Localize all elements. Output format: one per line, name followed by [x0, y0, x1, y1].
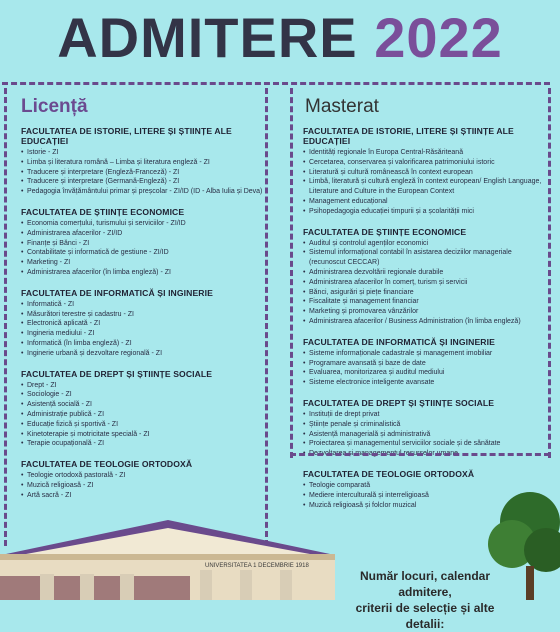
- program-item: • Management educațional: [303, 197, 549, 207]
- program-item: • Instituții de drept privat: [303, 410, 549, 420]
- faculty-block: [303, 337, 549, 388]
- program-item: • Marketing - ZI: [21, 258, 265, 268]
- program-item: • Măsurători terestre și cadastru - ZI: [21, 310, 265, 320]
- program-item: • Muzică religioasă și folclor muzical: [303, 501, 549, 511]
- program-item: • Asistență socială - ZI: [21, 400, 265, 410]
- program-item: • Finanțe și Bănci - ZI: [21, 239, 265, 249]
- program-item: • Contabilitate și informatică de gestiune - ZI/ID: [21, 248, 265, 258]
- program-item: • Științe penale și criminalistică: [303, 420, 549, 430]
- faculty-block: [303, 227, 549, 327]
- faculty-title: FACULTATEA DE ȘTIINȚE ECONOMICE: [303, 226, 467, 237]
- licenta-column: [4, 88, 268, 546]
- program-item: • Proiectarea și managementul serviciilor sociale și de sănătate: [303, 439, 549, 449]
- info-line-2: criterii de selecție și alte detalii:: [355, 601, 495, 631]
- program-item: • Educație fizică și sportivă - ZI: [21, 420, 265, 430]
- faculty-title: FACULTATEA DE INFORMATICĂ ȘI INGINERIE: [303, 336, 495, 347]
- masterat-column: [290, 88, 549, 509]
- faculty-title: FACULTATEA DE ISTORIE, LITERE ȘI ȘTIINȚE ALE EDUCAȚIEI: [303, 126, 514, 146]
- program-item: • Identități regionale în Europa Central-Răsăriteană: [303, 148, 549, 158]
- program-item: • Administrație publică - ZI: [21, 410, 265, 420]
- info-line-1: Număr locuri, calendar admitere,: [359, 569, 491, 599]
- program-item: • Artă sacră - ZI: [21, 491, 265, 501]
- title-word: ADMITERE: [57, 6, 358, 69]
- program-item: • Sisteme electronice inteligente avansate: [303, 378, 549, 388]
- program-item: • Administrarea afacerilor / Business Administration (în limba engleză): [303, 317, 549, 327]
- program-item: • Kinetoterapie și motricitate specială - ZI: [21, 430, 265, 440]
- faculty-block: [21, 288, 265, 359]
- faculty-block: [303, 126, 549, 217]
- program-item: • Asistență managerială și administrativă: [303, 430, 549, 440]
- program-item: • Limbă, literatură și cultură engleză în context european/ English Language, Literature and Culture in the European Context: [303, 177, 549, 197]
- faculty-title: FACULTATEA DE DREPT ȘI ȘTIINȚE SOCIALE: [21, 368, 213, 379]
- program-item: • Administrarea afacerilor - ZI/ID: [21, 229, 265, 239]
- faculty-block: [21, 126, 265, 197]
- licenta-heading: Licență: [21, 96, 88, 117]
- program-item: • Istorie - ZI: [21, 148, 265, 158]
- program-item: • Psihopedagogia educației timpurii și a școlarității mici: [303, 207, 549, 217]
- dashed-frame-right: [548, 88, 551, 458]
- faculty-block: [21, 459, 265, 500]
- program-item: • Electronică aplicată - ZI: [21, 319, 265, 329]
- program-item: • Sisteme informaționale cadastrale și management imobiliar: [303, 349, 549, 359]
- program-item: • Limba și literatura română – Limba și literatura engleză - ZI: [21, 158, 265, 168]
- program-item: • Pedagogia învățământului primar și preșcolar - ZI/ID (ID - Alba Iulia și Deva): [21, 187, 265, 197]
- program-item: • Informatică - ZI: [21, 300, 265, 310]
- faculty-title: FACULTATEA DE ISTORIE, LITERE ȘI ȘTIINȚE ALE EDUCAȚIEI: [21, 126, 232, 146]
- faculty-title: FACULTATEA DE TEOLOGIE ORTODOXĂ: [303, 468, 475, 479]
- program-item: • Administrarea dezvoltării regionale durabile: [303, 268, 549, 278]
- program-item: • Muzică religioasă - ZI: [21, 481, 265, 491]
- program-item: • Dezvoltarea și managementul resurselor umane: [303, 449, 549, 459]
- program-item: • Administrarea afacerilor în comerț, turism și servicii: [303, 278, 549, 288]
- program-item: • Economia comerțului, turismului și serviciilor - ZI/ID: [21, 219, 265, 229]
- program-item: • Sociologie - ZI: [21, 390, 265, 400]
- program-item: • Bănci, asigurări și piețe financiare: [303, 288, 549, 298]
- program-item: • Teologie ortodoxă pastorală - ZI: [21, 471, 265, 481]
- program-item: • Teologie comparată: [303, 481, 549, 491]
- program-item: • Administrarea afacerilor (în limba engleză) - ZI: [21, 268, 265, 278]
- program-item: • Ingineria mediului - ZI: [21, 329, 265, 339]
- program-item: • Sistemul informațional contabil în asistarea deciziilor manageriale (recunoscut CECCAR): [303, 248, 549, 268]
- faculty-title: FACULTATEA DE DREPT ȘI ȘTIINȚE SOCIALE: [303, 397, 495, 408]
- program-item: • Informatică (în limba engleză) - ZI: [21, 339, 265, 349]
- masterat-heading: Masterat: [305, 96, 379, 117]
- faculty-title: FACULTATEA DE INFORMATICĂ ȘI INGINERIE: [21, 287, 213, 298]
- dashed-frame-bottom: [290, 453, 550, 456]
- program-item: • Traducere și interpretare (Engleză-Franceză) - ZI: [21, 168, 265, 178]
- program-item: • Inginerie urbană și dezvoltare regională - ZI: [21, 349, 265, 359]
- faculty-block: [303, 398, 549, 459]
- program-item: • Marketing și promovarea vânzărilor: [303, 307, 549, 317]
- program-item: • Auditul și controlul agenților economici: [303, 239, 549, 249]
- program-item: • Programare avansată și baze de date: [303, 359, 549, 369]
- building-inscription: UNIVERSITATEA 1 DECEMBRIE 1918: [205, 563, 309, 569]
- faculty-block: [21, 207, 265, 278]
- program-item: • Traducere și interpretare (Germană-Engleză) - ZI: [21, 177, 265, 187]
- program-item: • Drept - ZI: [21, 381, 265, 391]
- program-item: • Cercetarea, conservarea și valorificarea patrimoniului istoric: [303, 158, 549, 168]
- faculty-title: FACULTATEA DE TEOLOGIE ORTODOXĂ: [21, 459, 193, 470]
- faculty-block: [21, 369, 265, 450]
- tree-illustration: [486, 488, 560, 600]
- title-year: 2022: [374, 6, 503, 69]
- faculty-title: FACULTATEA DE ȘTIINȚE ECONOMICE: [21, 206, 185, 217]
- program-item: • Evaluarea, monitorizarea și auditul mediului: [303, 368, 549, 378]
- program-item: • Terapie ocupațională - ZI: [21, 439, 265, 449]
- university-building-illustration: [0, 520, 335, 600]
- info-text: [345, 568, 505, 632]
- licenta-faculty-list: [7, 126, 265, 501]
- page-title: [0, 6, 560, 70]
- program-item: • Literatură și cultură românească în context european: [303, 168, 549, 178]
- program-item: • Mediere interculturală și interreligioasă: [303, 491, 549, 501]
- program-item: • Fiscalitate și management financiar: [303, 297, 549, 307]
